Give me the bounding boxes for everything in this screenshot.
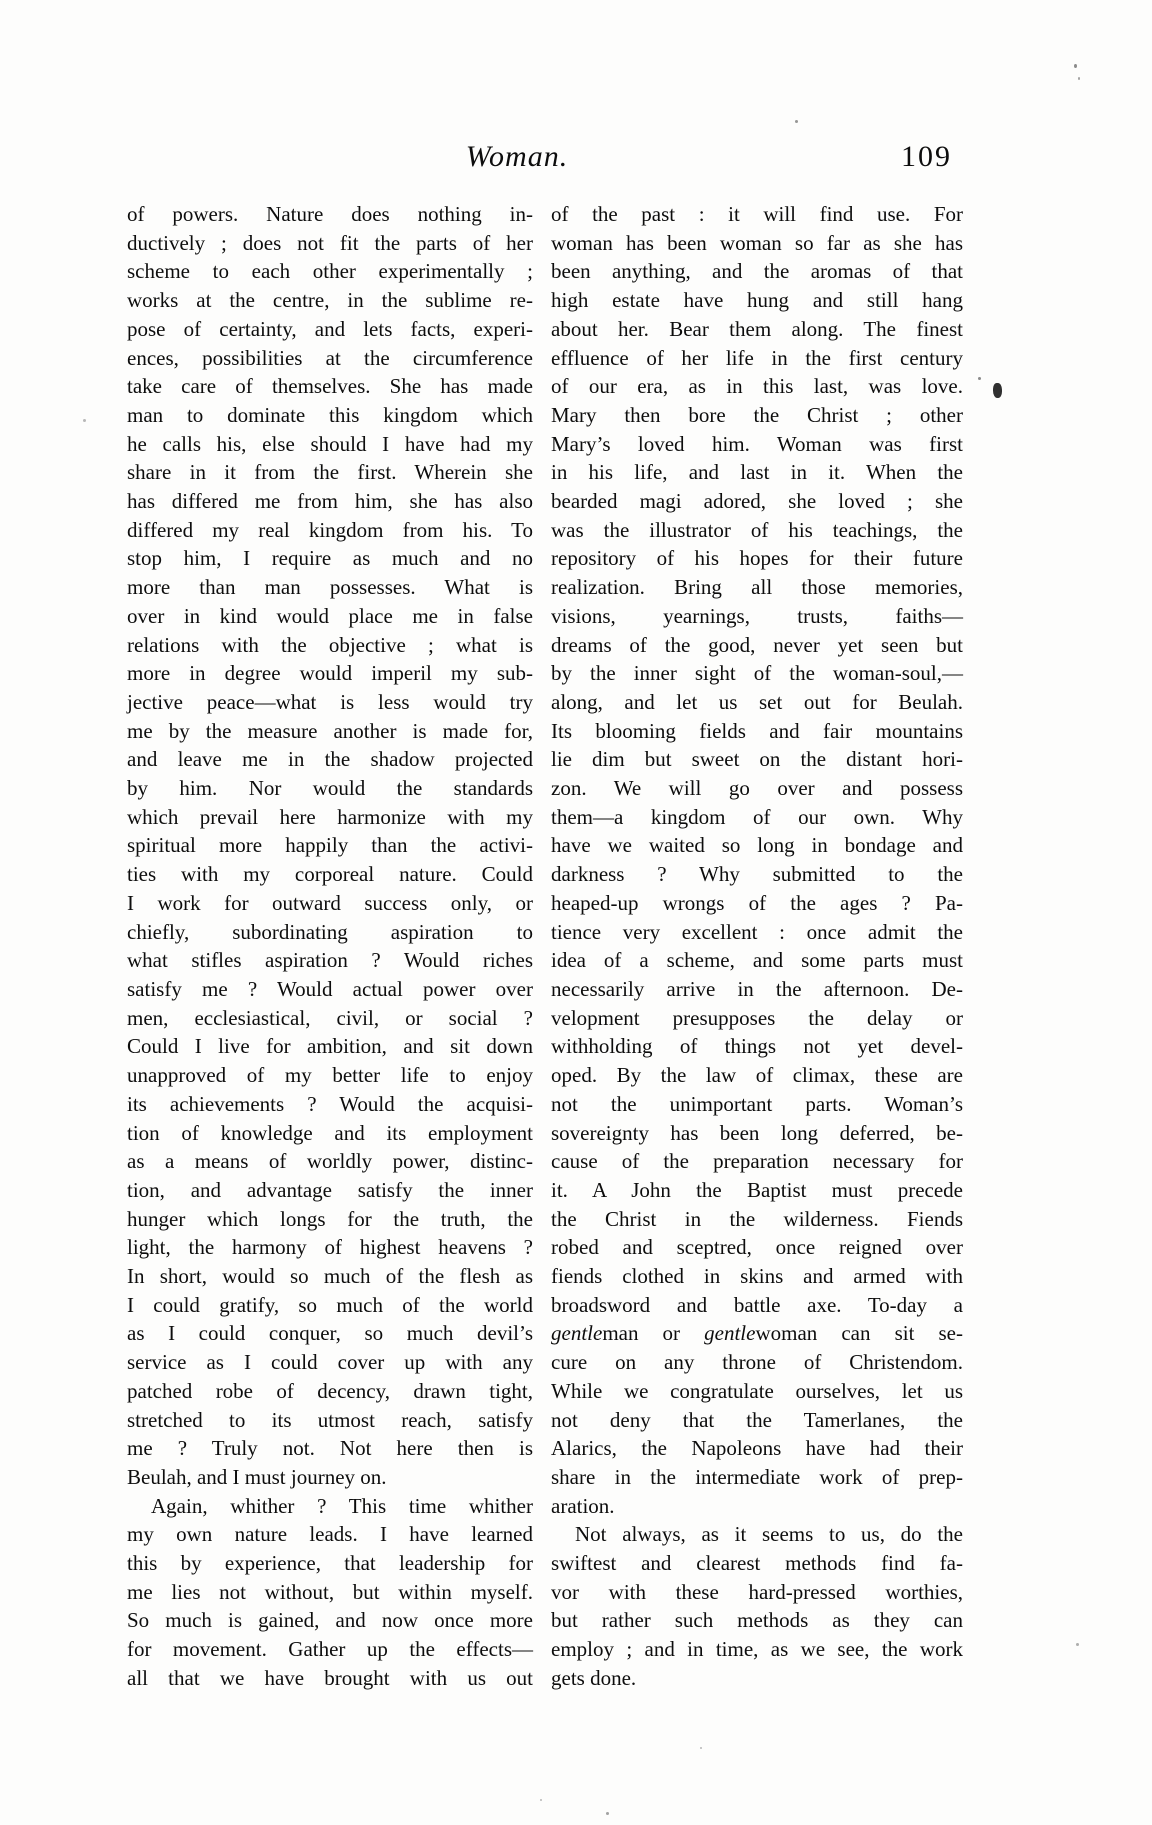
text-line: velopment presupposes the delay or xyxy=(551,1005,963,1030)
text-line: have we waited so long in bondage and xyxy=(551,833,963,858)
text-line: ences, possibilities at the circumference xyxy=(127,345,533,370)
text-line: the Christ in the wilderness. Fiends xyxy=(551,1206,963,1231)
text-line: zon. We will go over and possess xyxy=(551,776,963,801)
text-line: over in kind would place me in false xyxy=(127,603,533,628)
text-line: as a means of worldly power, distinc- xyxy=(127,1149,533,1174)
text-line: he calls his, else should I have had my xyxy=(127,431,533,456)
ink-blot xyxy=(993,383,1002,398)
text-line: chiefly, subordinating aspiration to xyxy=(127,919,533,944)
text-line: gentleman or gentlewoman can sit se- xyxy=(551,1321,963,1346)
right-column xyxy=(551,200,963,1693)
text-line: not deny that the Tamerlanes, the xyxy=(551,1407,963,1432)
text-line: tion of knowledge and its employment xyxy=(127,1120,533,1145)
scan-speck xyxy=(978,377,981,380)
text-line: oped. By the law of climax, these are xyxy=(551,1063,963,1088)
text-line: bearded magi adored, she loved ; she xyxy=(551,489,963,514)
text-line: more than man possesses. What is xyxy=(127,575,533,600)
page-number: 109 xyxy=(901,140,952,173)
text-line: light, the harmony of highest heavens ? xyxy=(127,1235,533,1260)
text-line: stop him, I require as much and no xyxy=(127,546,533,571)
scan-speck xyxy=(540,1799,542,1801)
text-line: While we congratulate ourselves, let us xyxy=(551,1378,963,1403)
text-line: Not always, as it seems to us, do the xyxy=(575,1522,963,1547)
text-line: me lies not without, but within myself. xyxy=(127,1579,533,1604)
text-line: was the illustrator of his teachings, the xyxy=(551,517,963,542)
text-line: jective peace—what is less would try xyxy=(127,689,533,714)
scan-speck xyxy=(795,120,798,123)
text-line: along, and let us set out for Beulah. xyxy=(551,689,963,714)
text-line: Could I live for ambition, and sit down xyxy=(127,1034,533,1059)
text-line: take care of themselves. She has made xyxy=(127,374,533,399)
text-line: cure on any throne of Christendom. xyxy=(551,1350,963,1375)
text-line: sovereignty has been long deferred, be- xyxy=(551,1120,963,1145)
text-line: swiftest and clearest methods find fa- xyxy=(551,1551,963,1576)
text-line: Alarics, the Napoleons have had their xyxy=(551,1436,963,1461)
scan-speck xyxy=(1078,77,1080,80)
text-line: tion, and advantage satisfy the inner xyxy=(127,1177,533,1202)
text-line: all that we have brought with us out xyxy=(127,1665,533,1690)
text-line: this by experience, that leadership for xyxy=(127,1551,533,1576)
text-line: differed my real kingdom from his. To xyxy=(127,517,533,542)
text-line: Mary’s loved him. Woman was first xyxy=(551,431,963,456)
text-line: by him. Nor would the standards xyxy=(127,776,533,801)
text-line: my own nature leads. I have learned xyxy=(127,1522,533,1547)
text-line: robed and sceptred, once reigned over xyxy=(551,1235,963,1260)
page-header xyxy=(127,141,907,177)
text-line: Beulah, and I must journey on. xyxy=(127,1464,387,1489)
text-line: has differed me from him, she has also xyxy=(127,489,533,514)
text-line: effluence of her life in the first century xyxy=(551,345,963,370)
text-line: Mary then bore the Christ ; other xyxy=(551,402,963,427)
text-line: withholding of things not yet devel- xyxy=(551,1034,963,1059)
text-line: ties with my corporeal nature. Could xyxy=(127,862,533,887)
text-line: vor with these hard-pressed worthies, xyxy=(551,1579,963,1604)
text-line: ductively ; does not fit the parts of her xyxy=(127,230,533,255)
text-line: high estate have hung and still hang xyxy=(551,288,963,313)
text-line: visions, yearnings, trusts, faiths— xyxy=(551,603,963,628)
text-line: of the past : it will find use. For xyxy=(551,202,963,226)
text-line: fiends clothed in skins and armed with xyxy=(551,1264,963,1289)
text-line: its achievements ? Would the acquisi- xyxy=(127,1091,533,1116)
text-line: for movement. Gather up the effects— xyxy=(127,1637,533,1662)
text-line: unapproved of my better life to enjoy xyxy=(127,1063,533,1088)
text-line: but rather such methods as they can xyxy=(551,1608,963,1633)
scan-speck xyxy=(83,419,86,422)
scan-speck xyxy=(1074,64,1077,68)
text-line: relations with the objective ; what is xyxy=(127,632,533,657)
text-line: by the inner sight of the woman-soul,— xyxy=(551,661,963,686)
text-line: which prevail here harmonize with my xyxy=(127,804,533,829)
text-line: patched robe of decency, drawn tight, xyxy=(127,1378,533,1403)
left-column xyxy=(127,200,533,1693)
text-line: So much is gained, and now once more xyxy=(127,1608,533,1633)
text-line: in his life, and last in it. When the xyxy=(551,460,963,485)
text-line: of our era, as in this last, was love. xyxy=(551,374,963,399)
text-line: about her. Bear them along. The finest xyxy=(551,316,963,341)
text-line: hunger which longs for the truth, the xyxy=(127,1206,533,1231)
text-line: me by the measure another is made for, xyxy=(127,718,533,743)
text-line: gets done. xyxy=(551,1665,637,1690)
text-line: it. A John the Baptist must precede xyxy=(551,1177,963,1202)
text-line: idea of a scheme, and some parts must xyxy=(551,948,963,973)
running-head-title: Woman. xyxy=(465,140,569,173)
text-line: man to dominate this kingdom which xyxy=(127,402,533,427)
scan-speck xyxy=(606,1812,609,1815)
text-line: what stifles aspiration ? Would riches xyxy=(127,948,533,973)
text-line: necessarily arrive in the afternoon. De- xyxy=(551,976,963,1001)
text-line: stretched to its utmost reach, satisfy xyxy=(127,1407,533,1432)
text-line: pose of certainty, and lets facts, experi- xyxy=(127,316,533,341)
text-line: of powers. Nature does nothing in- xyxy=(127,202,533,226)
text-line: Its blooming fields and fair mountains xyxy=(551,718,963,743)
text-line: darkness ? Why submitted to the xyxy=(551,862,963,887)
text-line: employ ; and in time, as we see, the work xyxy=(551,1637,963,1662)
text-line: share in the intermediate work of prep- xyxy=(551,1464,963,1489)
text-line: lie dim but sweet on the distant hori- xyxy=(551,747,963,772)
text-line: them—a kingdom of our own. Why xyxy=(551,804,963,829)
scan-speck xyxy=(1076,1643,1079,1646)
text-line: me ? Truly not. Not here then is xyxy=(127,1436,533,1461)
text-line: works at the centre, in the sublime re- xyxy=(127,288,533,313)
text-line: service as I could cover up with any xyxy=(127,1350,533,1375)
text-line: In short, would so much of the flesh as xyxy=(127,1264,533,1289)
text-line: men, ecclesiastical, civil, or social ? xyxy=(127,1005,533,1030)
scan-speck xyxy=(700,1747,702,1749)
text-line: realization. Bring all those memories, xyxy=(551,575,963,600)
text-line: been anything, and the aromas of that xyxy=(551,259,963,284)
text-line: heaped-up wrongs of the ages ? Pa- xyxy=(551,890,963,915)
text-line: I work for outward success only, or xyxy=(127,890,533,915)
text-line: more in degree would imperil my sub- xyxy=(127,661,533,686)
text-line: dreams of the good, never yet seen but xyxy=(551,632,963,657)
text-line: spiritual more happily than the activi- xyxy=(127,833,533,858)
text-line: tience very excellent : once admit the xyxy=(551,919,963,944)
text-line: cause of the preparation necessary for xyxy=(551,1149,963,1174)
text-line: woman has been woman so far as she has xyxy=(551,230,963,255)
text-line: not the unimportant parts. Woman’s xyxy=(551,1091,963,1116)
text-line: broadsword and battle axe. To-day a xyxy=(551,1292,963,1317)
text-line: I could gratify, so much of the world xyxy=(127,1292,533,1317)
text-line: share in it from the first. Wherein she xyxy=(127,460,533,485)
text-line: scheme to each other experimentally ; xyxy=(127,259,533,284)
text-line: satisfy me ? Would actual power over xyxy=(127,976,533,1001)
text-line: aration. xyxy=(551,1493,615,1518)
text-line: Again, whither ? This time whither xyxy=(151,1493,533,1518)
text-line: repository of his hopes for their future xyxy=(551,546,963,571)
text-line: and leave me in the shadow projected xyxy=(127,747,533,772)
text-line: as I could conquer, so much devil’s xyxy=(127,1321,533,1346)
